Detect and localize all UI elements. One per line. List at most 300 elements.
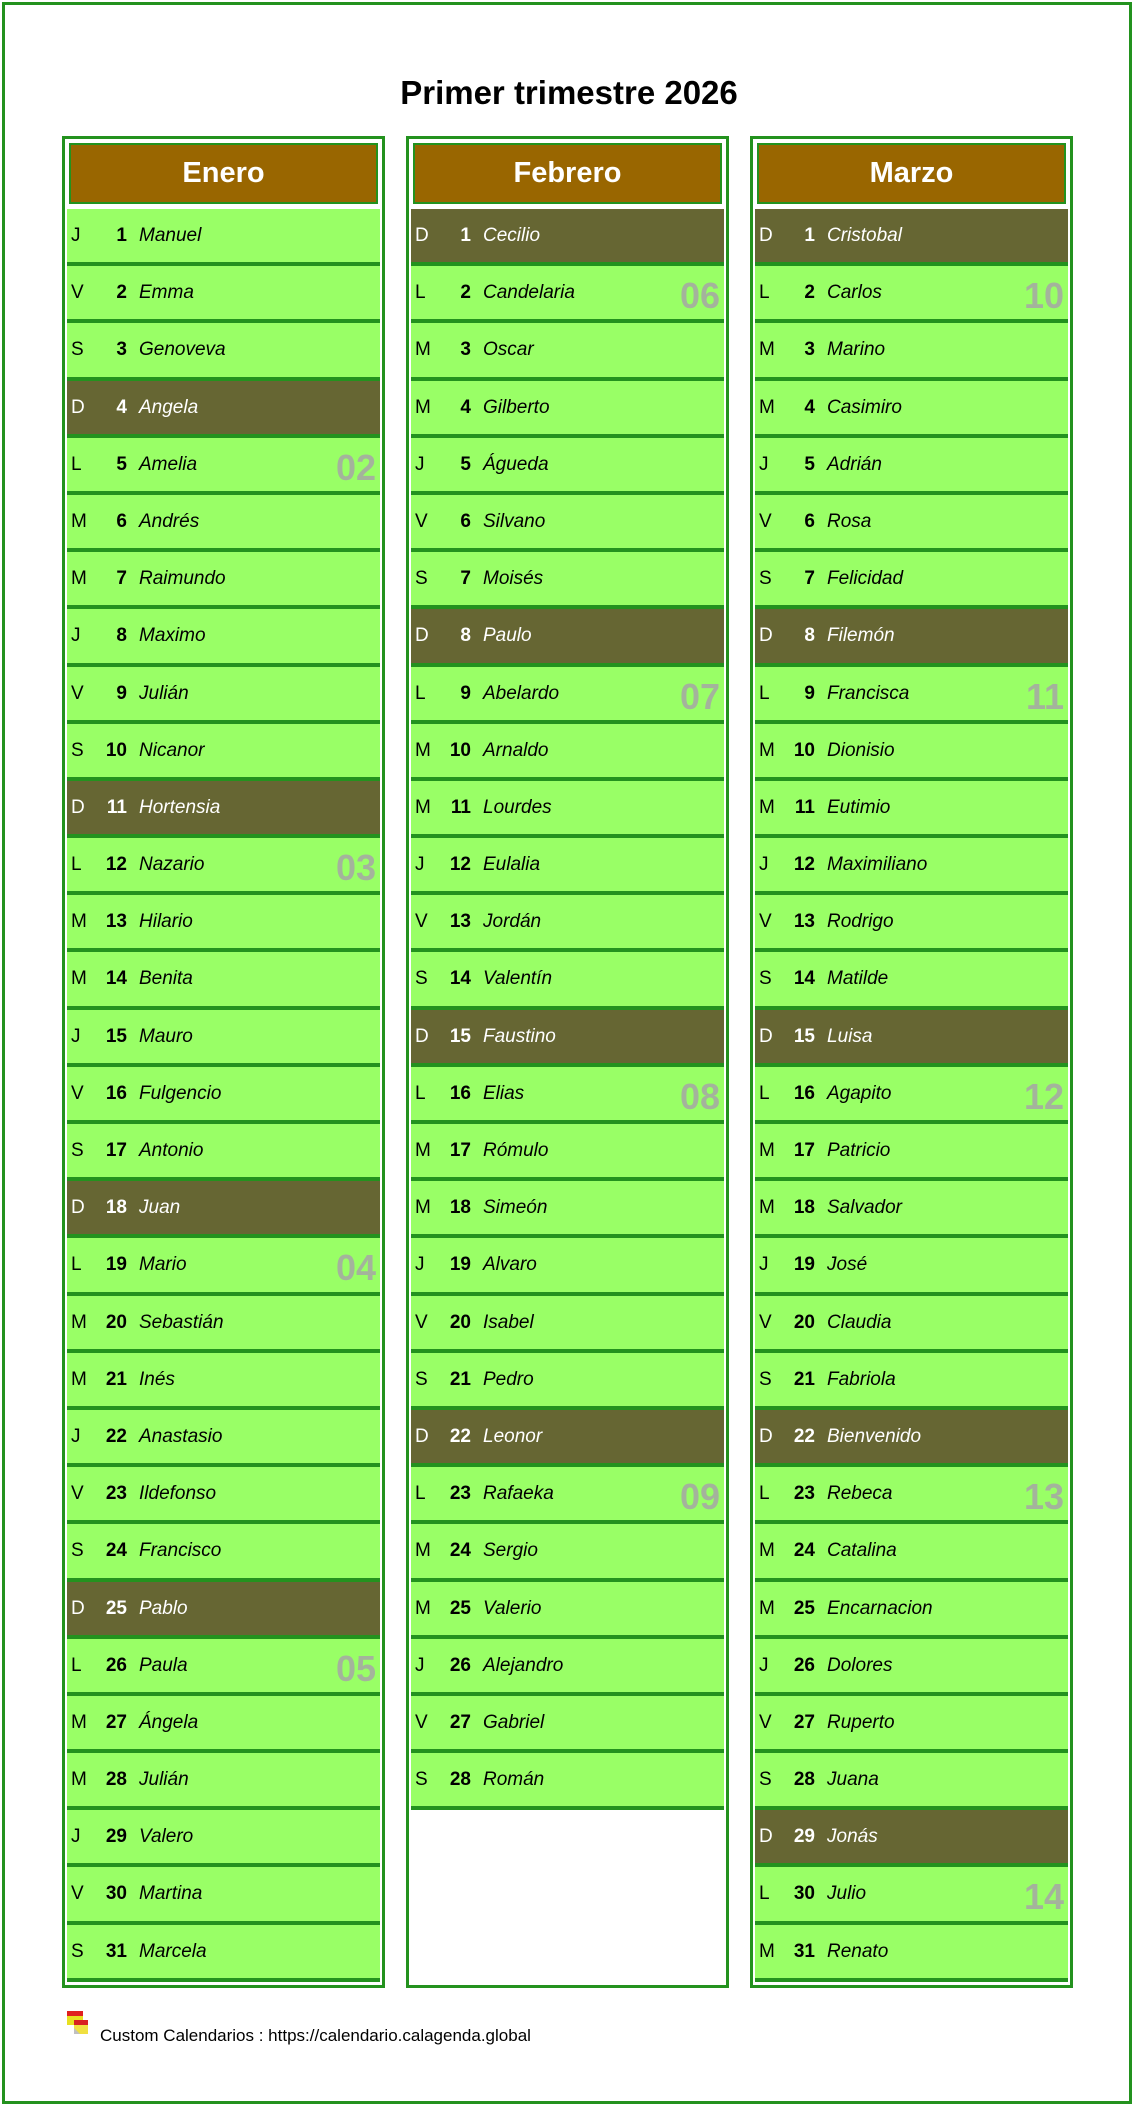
- day-letter: L: [415, 1082, 426, 1104]
- saint-name: Alejandro: [483, 1654, 564, 1676]
- saint-name: Rodrigo: [827, 911, 894, 933]
- saint-name: Moisés: [483, 568, 544, 590]
- day-letter: L: [759, 1082, 770, 1104]
- day-letter: J: [71, 225, 81, 246]
- day-letter: M: [759, 796, 775, 818]
- day-letter: M: [759, 396, 775, 418]
- day-number: 10: [105, 739, 127, 761]
- day-number: 10: [793, 739, 815, 761]
- day-row: [411, 438, 724, 495]
- day-row: [411, 1639, 724, 1696]
- saint-name: Luisa: [827, 1025, 873, 1047]
- day-number: 15: [105, 1025, 127, 1047]
- saint-name: Encarnacion: [827, 1597, 933, 1619]
- day-number: 22: [449, 1425, 471, 1447]
- saint-name: Rafaeka: [483, 1483, 554, 1505]
- saint-name: Alvaro: [483, 1254, 537, 1276]
- day-number: 18: [449, 1197, 471, 1219]
- day-number: 15: [793, 1025, 815, 1047]
- day-number: 13: [105, 911, 127, 933]
- day-number: 4: [460, 396, 471, 418]
- day-row: [755, 1467, 1068, 1524]
- saint-name: Cecilio: [483, 225, 541, 246]
- day-letter: V: [71, 682, 84, 704]
- day-row: [755, 781, 1068, 838]
- day-letter: D: [759, 625, 773, 647]
- day-row: [755, 1353, 1068, 1410]
- saint-name: Maximiliano: [827, 854, 928, 876]
- sunday-row: [67, 781, 380, 838]
- day-list: [67, 209, 380, 1982]
- day-row: [755, 381, 1068, 438]
- day-row: [755, 838, 1068, 895]
- day-number: 2: [116, 282, 127, 304]
- saint-name: Águeda: [483, 453, 549, 475]
- day-row: [67, 1696, 380, 1753]
- day-number: 3: [116, 339, 127, 361]
- saint-name: Mario: [139, 1254, 187, 1276]
- day-number: 1: [116, 225, 127, 246]
- day-row: [755, 1124, 1068, 1181]
- day-letter: V: [71, 1082, 84, 1104]
- day-number: 8: [460, 625, 471, 647]
- day-letter: J: [71, 1025, 81, 1047]
- week-number: 12: [1023, 1075, 1064, 1117]
- day-number: 5: [804, 453, 815, 475]
- day-number: 11: [106, 796, 127, 818]
- day-number: 27: [449, 1711, 471, 1733]
- day-number: 20: [449, 1311, 471, 1333]
- month-column-marzo: [750, 136, 1073, 1988]
- saint-name: Isabel: [483, 1311, 534, 1333]
- day-row: [67, 1810, 380, 1867]
- saint-name: Juana: [827, 1769, 879, 1791]
- day-number: 28: [449, 1769, 471, 1791]
- day-letter: S: [71, 739, 84, 761]
- saint-name: Matilde: [827, 968, 889, 990]
- saint-name: Andrés: [139, 510, 200, 532]
- saint-name: Paula: [139, 1654, 188, 1676]
- day-row: [411, 323, 724, 380]
- saint-name: Catalina: [827, 1540, 897, 1562]
- day-letter: D: [415, 1425, 429, 1447]
- saint-name: Pablo: [139, 1597, 188, 1619]
- day-letter: V: [415, 1711, 428, 1733]
- day-number: 19: [793, 1254, 815, 1276]
- day-letter: S: [415, 1368, 428, 1390]
- day-letter: V: [415, 510, 428, 532]
- day-number: 26: [449, 1654, 471, 1676]
- day-letter: V: [415, 1311, 428, 1333]
- day-row: [755, 1867, 1068, 1924]
- day-row: [67, 495, 380, 552]
- saint-name: Anastasio: [139, 1425, 223, 1447]
- day-list: [755, 209, 1068, 1982]
- saint-name: Faustino: [483, 1025, 556, 1047]
- day-number: 7: [460, 568, 471, 590]
- day-letter: D: [759, 1826, 773, 1848]
- sunday-row: [755, 1010, 1068, 1067]
- saint-name: Silvano: [483, 510, 546, 532]
- saint-name: Amelia: [139, 453, 198, 475]
- day-row: [67, 724, 380, 781]
- day-row: [755, 438, 1068, 495]
- day-number: 13: [793, 911, 815, 933]
- day-letter: L: [415, 1483, 426, 1505]
- calendar-logo-icon: [66, 2010, 90, 2036]
- day-number: 15: [449, 1025, 471, 1047]
- saint-name: Valentín: [483, 968, 553, 990]
- day-letter: J: [759, 453, 769, 475]
- day-number: 21: [793, 1368, 815, 1390]
- day-row: [411, 1067, 724, 1124]
- day-row: [67, 1067, 380, 1124]
- day-number: 1: [460, 225, 471, 246]
- day-letter: D: [759, 1425, 773, 1447]
- week-number: 13: [1023, 1476, 1064, 1518]
- day-number: 3: [460, 339, 471, 361]
- day-number: 16: [449, 1082, 471, 1104]
- day-number: 12: [449, 854, 471, 876]
- saint-name: Dionisio: [827, 739, 895, 761]
- day-number: 23: [793, 1483, 815, 1505]
- day-number: 22: [793, 1425, 815, 1447]
- day-letter: D: [71, 1197, 85, 1219]
- saint-name: José: [827, 1254, 868, 1276]
- day-row: [67, 667, 380, 724]
- day-letter: D: [415, 625, 429, 647]
- day-row: [67, 552, 380, 609]
- saint-name: Carlos: [827, 282, 882, 304]
- day-letter: M: [71, 510, 87, 532]
- day-row: [755, 495, 1068, 552]
- day-letter: M: [415, 739, 431, 761]
- saint-name: Cristobal: [827, 225, 902, 246]
- saint-name: Benita: [139, 968, 193, 990]
- day-number: 12: [793, 854, 815, 876]
- day-number: 17: [449, 1140, 471, 1161]
- day-number: 24: [105, 1540, 127, 1562]
- day-letter: S: [759, 568, 772, 590]
- day-letter: L: [71, 453, 82, 475]
- day-letter: M: [415, 339, 431, 361]
- saint-name: Paulo: [483, 625, 532, 647]
- week-number: 04: [335, 1247, 376, 1289]
- saint-name: Marcela: [139, 1940, 207, 1962]
- saint-name: Jonás: [827, 1826, 878, 1848]
- saint-name: Francisca: [827, 682, 910, 704]
- day-letter: M: [71, 911, 87, 933]
- week-number: 06: [679, 275, 720, 317]
- day-letter: M: [415, 1197, 431, 1219]
- sunday-row: [411, 609, 724, 666]
- day-number: 14: [105, 968, 127, 990]
- day-number: 10: [449, 739, 471, 761]
- saint-name: Julián: [139, 1769, 189, 1791]
- day-number: 30: [105, 1883, 127, 1905]
- saint-name: Hilario: [139, 911, 193, 933]
- day-letter: M: [71, 1769, 87, 1791]
- day-letter: J: [71, 1826, 81, 1848]
- day-row: [67, 1925, 380, 1982]
- day-number: 20: [105, 1311, 127, 1333]
- day-number: 6: [116, 510, 127, 532]
- day-letter: V: [759, 911, 772, 933]
- saint-name: Abelardo: [483, 682, 560, 704]
- day-letter: S: [415, 1769, 428, 1791]
- day-letter: M: [415, 1540, 431, 1562]
- day-letter: M: [415, 1140, 431, 1161]
- day-row: [411, 552, 724, 609]
- day-letter: J: [415, 453, 425, 475]
- day-letter: L: [71, 1254, 82, 1276]
- day-number: 25: [793, 1597, 815, 1619]
- day-row: [755, 895, 1068, 952]
- day-number: 9: [116, 682, 127, 704]
- saint-name: Candelaria: [483, 282, 575, 304]
- day-number: 19: [105, 1254, 127, 1276]
- day-letter: V: [759, 1711, 772, 1733]
- day-row: [755, 323, 1068, 380]
- day-row: [755, 552, 1068, 609]
- day-letter: D: [415, 225, 429, 246]
- day-number: 4: [116, 396, 127, 418]
- day-row: [755, 1524, 1068, 1581]
- day-row: [67, 438, 380, 495]
- day-number: 8: [116, 625, 127, 647]
- week-number: 11: [1025, 675, 1064, 717]
- day-letter: M: [759, 739, 775, 761]
- day-letter: J: [71, 625, 81, 647]
- day-letter: J: [415, 854, 425, 876]
- day-number: 16: [793, 1082, 815, 1104]
- day-letter: M: [759, 1540, 775, 1562]
- day-number: 14: [793, 968, 815, 990]
- day-letter: S: [71, 1940, 84, 1962]
- day-letter: M: [71, 568, 87, 590]
- saint-name: Fabriola: [827, 1368, 896, 1390]
- day-row: [67, 1867, 380, 1924]
- saint-name: Francisco: [139, 1540, 222, 1562]
- day-letter: M: [71, 1711, 87, 1733]
- day-letter: S: [759, 968, 772, 990]
- day-row: [67, 1010, 380, 1067]
- day-letter: V: [759, 1311, 772, 1333]
- saint-name: Ildefonso: [139, 1483, 217, 1505]
- day-letter: J: [415, 1654, 425, 1676]
- day-letter: M: [415, 1597, 431, 1619]
- day-row: [755, 1067, 1068, 1124]
- day-letter: D: [415, 1025, 429, 1047]
- saint-name: Antonio: [139, 1140, 204, 1161]
- day-letter: J: [759, 1654, 769, 1676]
- month-header: Febrero: [413, 143, 722, 204]
- day-row: [67, 1410, 380, 1467]
- month-column-febrero: [406, 136, 729, 1988]
- day-row: [755, 1582, 1068, 1639]
- saint-name: Renato: [827, 1940, 889, 1962]
- day-row: [755, 1696, 1068, 1753]
- day-number: 6: [804, 510, 815, 532]
- day-row: [67, 895, 380, 952]
- day-letter: S: [71, 339, 84, 361]
- day-letter: M: [71, 1368, 87, 1390]
- day-list: [411, 209, 724, 1810]
- saint-name: Arnaldo: [483, 739, 549, 761]
- day-letter: D: [71, 1597, 85, 1619]
- day-number: 26: [793, 1654, 815, 1676]
- saint-name: Manuel: [139, 225, 202, 246]
- sunday-row: [411, 1410, 724, 1467]
- day-number: 17: [105, 1140, 127, 1161]
- day-number: 27: [793, 1711, 815, 1733]
- day-number: 23: [105, 1483, 127, 1505]
- saint-name: Dolores: [827, 1654, 893, 1676]
- saint-name: Martina: [139, 1883, 203, 1905]
- day-row: [755, 266, 1068, 323]
- day-letter: S: [415, 568, 428, 590]
- day-letter: M: [759, 1197, 775, 1219]
- day-letter: L: [759, 1883, 770, 1905]
- saint-name: Eulalia: [483, 854, 541, 876]
- saint-name: Raimundo: [139, 568, 226, 590]
- day-row: [67, 1353, 380, 1410]
- day-letter: M: [415, 396, 431, 418]
- week-number: 09: [679, 1476, 720, 1518]
- day-number: 25: [449, 1597, 471, 1619]
- day-letter: M: [415, 796, 431, 818]
- day-number: 19: [449, 1254, 471, 1276]
- day-row: [67, 1296, 380, 1353]
- saint-name: Elias: [483, 1082, 525, 1104]
- saint-name: Filemón: [827, 625, 895, 647]
- week-number: 03: [335, 847, 376, 889]
- sunday-row: [755, 1810, 1068, 1867]
- day-number: 31: [793, 1940, 815, 1962]
- day-row: [755, 1753, 1068, 1810]
- day-row: [411, 838, 724, 895]
- saint-name: Sergio: [483, 1540, 538, 1562]
- saint-name: Gilberto: [483, 396, 550, 418]
- month-header: Enero: [69, 143, 378, 204]
- day-number: 9: [460, 682, 471, 704]
- saint-name: Salvador: [827, 1197, 902, 1219]
- saint-name: Rosa: [827, 510, 872, 532]
- day-row: [755, 667, 1068, 724]
- day-letter: L: [415, 682, 426, 704]
- day-number: 8: [804, 625, 815, 647]
- day-row: [411, 1582, 724, 1639]
- saint-name: Ruperto: [827, 1711, 895, 1733]
- saint-name: Bienvenido: [827, 1425, 922, 1447]
- footer-credit: Custom Calendarios : https://calendario.calagenda.global: [100, 2026, 531, 2045]
- day-letter: L: [759, 282, 770, 304]
- day-number: 16: [105, 1082, 127, 1104]
- day-row: [755, 1181, 1068, 1238]
- saint-name: Inés: [139, 1368, 175, 1390]
- day-row: [755, 1238, 1068, 1295]
- saint-name: Marino: [827, 339, 886, 361]
- saint-name: Juan: [139, 1197, 181, 1219]
- week-number: 02: [335, 446, 376, 488]
- saint-name: Fulgencio: [139, 1082, 222, 1104]
- day-letter: S: [759, 1368, 772, 1390]
- day-number: 3: [804, 339, 815, 361]
- sunday-row: [755, 1410, 1068, 1467]
- saint-name: Jordán: [483, 911, 542, 933]
- day-row: [67, 323, 380, 380]
- day-row: [67, 266, 380, 323]
- day-number: 21: [105, 1368, 127, 1390]
- saint-name: Felicidad: [827, 568, 904, 590]
- sunday-row: [411, 209, 724, 266]
- saint-name: Casimiro: [827, 396, 902, 418]
- day-letter: M: [71, 968, 87, 990]
- day-number: 24: [793, 1540, 815, 1562]
- day-number: 5: [116, 453, 127, 475]
- day-row: [67, 209, 380, 266]
- day-row: [411, 895, 724, 952]
- day-letter: L: [71, 1654, 82, 1676]
- day-letter: D: [71, 796, 85, 818]
- day-number: 17: [793, 1140, 815, 1161]
- saint-name: Mauro: [139, 1025, 193, 1047]
- saint-name: Julio: [827, 1883, 867, 1905]
- day-letter: J: [71, 1425, 81, 1447]
- day-letter: V: [71, 282, 84, 304]
- saint-name: Nicanor: [139, 739, 205, 761]
- saint-name: Rómulo: [483, 1140, 549, 1161]
- day-number: 6: [460, 510, 471, 532]
- saint-name: Nazario: [139, 854, 205, 876]
- day-row: [411, 724, 724, 781]
- saint-name: Angela: [139, 396, 199, 418]
- day-letter: V: [759, 510, 772, 532]
- day-number: 18: [793, 1197, 815, 1219]
- saint-name: Leonor: [483, 1425, 543, 1447]
- day-number: 29: [793, 1826, 815, 1848]
- day-row: [755, 1639, 1068, 1696]
- day-number: 4: [804, 396, 815, 418]
- day-number: 11: [794, 796, 815, 818]
- week-number: 10: [1023, 275, 1064, 317]
- day-letter: S: [71, 1140, 84, 1161]
- day-number: 28: [793, 1769, 815, 1791]
- day-number: 31: [105, 1940, 127, 1962]
- day-number: 5: [460, 453, 471, 475]
- saint-name: Gabriel: [483, 1711, 545, 1733]
- day-row: [755, 1296, 1068, 1353]
- week-number: 08: [679, 1075, 720, 1117]
- day-number: 26: [105, 1654, 127, 1676]
- saint-name: Emma: [139, 282, 194, 304]
- day-row: [411, 1753, 724, 1810]
- saint-name: Lourdes: [483, 796, 552, 818]
- day-row: [67, 838, 380, 895]
- day-letter: M: [759, 1140, 775, 1161]
- day-letter: L: [415, 282, 426, 304]
- month-column-enero: [62, 136, 385, 1988]
- day-row: [411, 266, 724, 323]
- day-row: [67, 1467, 380, 1524]
- saint-name: Oscar: [483, 339, 534, 361]
- day-row: [411, 1124, 724, 1181]
- saint-name: Hortensia: [139, 796, 221, 818]
- saint-name: Román: [483, 1769, 545, 1791]
- saint-name: Rebeca: [827, 1483, 893, 1505]
- day-number: 2: [460, 282, 471, 304]
- day-number: 20: [793, 1311, 815, 1333]
